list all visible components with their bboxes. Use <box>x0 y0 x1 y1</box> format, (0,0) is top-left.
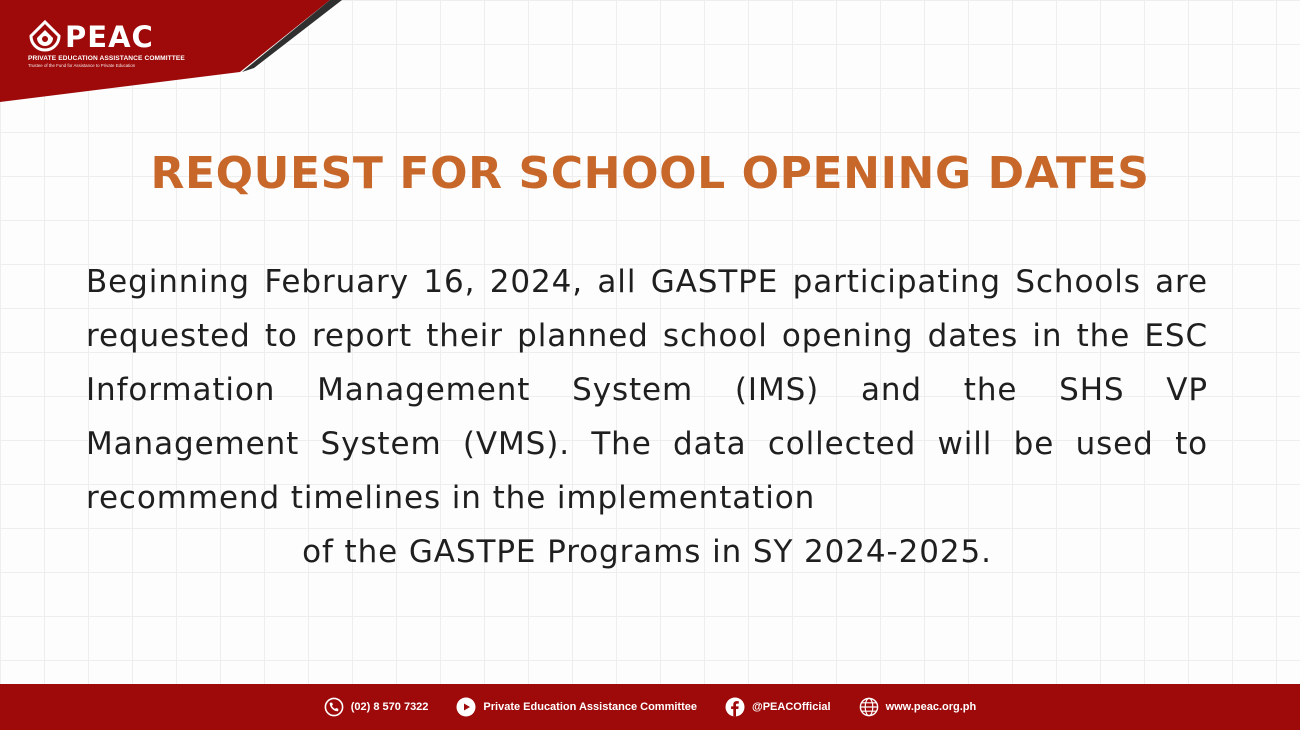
footer-youtube-text: Private Education Assistance Committee <box>483 701 697 713</box>
announcement-title: REQUEST FOR SCHOOL OPENING DATES <box>150 148 1150 199</box>
announcement-body-main: Beginning February 16, 2024, all GASTPE participating Schools are requested to report their planned school opening dates in the ESC Information Management System (IMS) and the SHS VP Management System (VMS). The data collected will be used to recommend timelines in the implementation <box>86 264 1208 516</box>
footer-phone[interactable] <box>324 697 429 717</box>
footer-phone-text: (02) 8 570 7322 <box>350 701 429 713</box>
announcement-body-last-line: of the GASTPE Programs in SY 2024-2025. <box>302 534 992 570</box>
footer-youtube[interactable] <box>456 697 697 717</box>
phone-icon <box>324 697 344 717</box>
footer-facebook[interactable] <box>725 697 831 717</box>
youtube-icon <box>456 697 476 717</box>
footer-website-text: www.peac.org.ph <box>885 701 977 713</box>
contact-footer <box>0 684 1300 730</box>
facebook-icon <box>725 697 745 717</box>
footer-facebook-text: @PEACOfficial <box>751 701 831 713</box>
logo-tagline: Trustee of the Fund for Assistance to Private Education <box>28 63 136 68</box>
peac-emblem-icon <box>28 20 62 54</box>
announcement-body <box>86 255 1208 579</box>
footer-website[interactable] <box>859 697 977 717</box>
logo-org-name: PRIVATE EDUCATION ASSISTANCE COMMITTEE <box>28 55 185 62</box>
peac-logo[interactable] <box>28 20 185 68</box>
globe-icon <box>859 697 879 717</box>
logo-wordmark: PEAC <box>65 20 154 54</box>
